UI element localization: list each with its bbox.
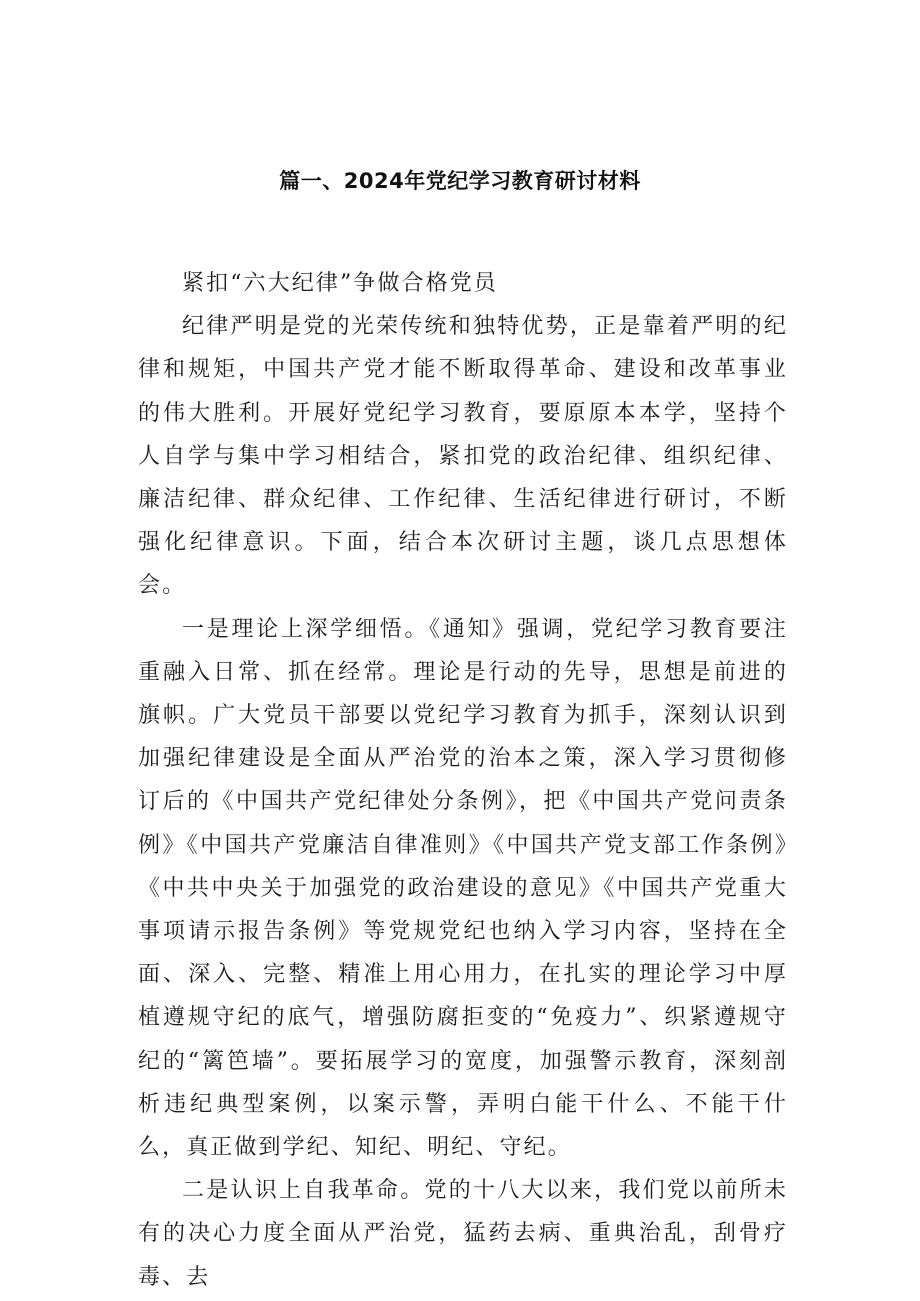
paragraph-self-revolution: 二是认识上自我革命。党的十八大以来，我们党以前所未有的决心力度全面从严治党，猛药去病、重典治乱，刮骨疗毒、去 — [138, 1178, 788, 1290]
document-body — [138, 262, 788, 1299]
document-title: 篇一、2024年党纪学习教育研讨材料 — [279, 169, 641, 193]
document-subtitle: 紧扣“六大纪律”争做合格党员 — [182, 271, 498, 296]
paragraph-theory: 一是理论上深学细悟。《通知》强调，党纪学习教育要注重融入日常、抓在经常。理论是行动的先导，思想是前进的旗帜。广大党员干部要以党纪学习教育为抓手，深刻认识到加强纪律建设是全面从严治党的治本之策，深入学习贯彻修订后的《中国共产党纪律处分条例》，把《中国共产党问责条例》《中国共产党廉洁自律准则》《中国共产党支部工作条例》《中共中央关于加强党的政治建设的意见》《中国共产党重大事项请示报告条例》等党规党纪也纳入学习内容，坚持在全面、深入、完整、精准上用心用力，在扎实的理论学习中厚植遵规守纪的底气，增强防腐拒变的“免疫力”、织紧遵规守纪的“篱笆墙”。要拓展学习的宽度，加强警示教育，深刻剖析违纪典型案例，以案示警，弄明白能干什么、不能干什么，真正做到学纪、知纪、明纪、守纪。 — [138, 616, 788, 1161]
paragraph-intro: 纪律严明是党的光荣传统和独特优势，正是靠着严明的纪律和规矩，中国共产党才能不断取得革命、建设和改革事业的伟大胜利。开展好党纪学习教育，要原原本本学，坚持个人自学与集中学习相结合，紧扣党的政治纪律、组织纪律、廉洁纪律、群众纪律、工作纪律、生活纪律进行研讨，不断强化纪律意识。下面，结合本次研讨主题，谈几点思想体会。 — [138, 314, 788, 599]
